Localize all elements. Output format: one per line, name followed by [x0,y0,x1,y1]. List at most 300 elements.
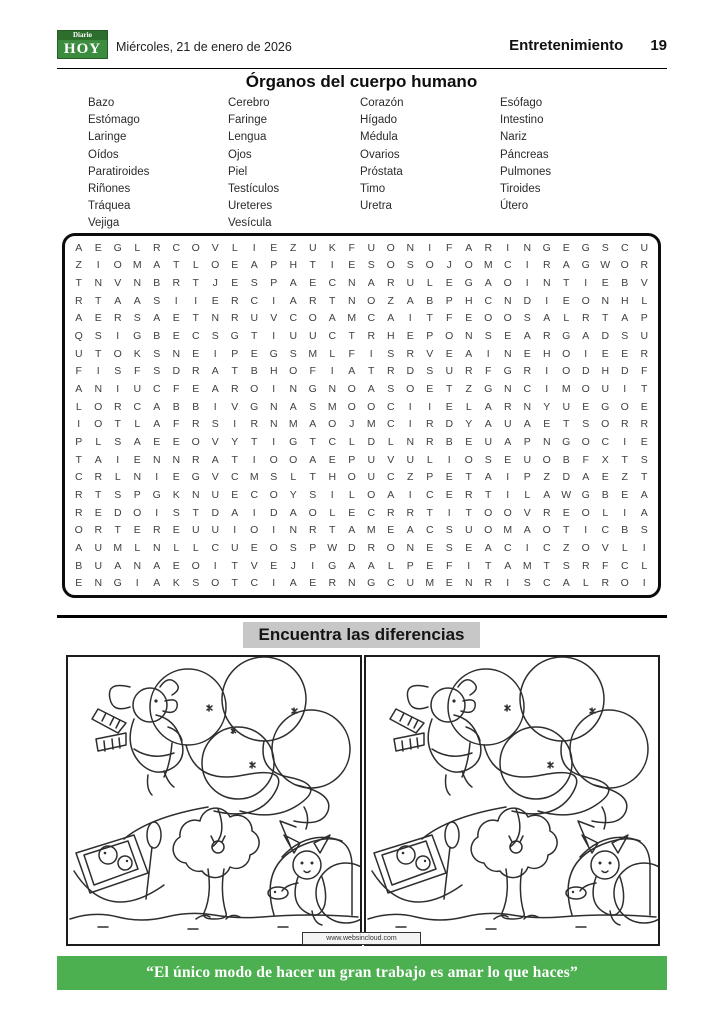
grid-letter: S [562,559,570,572]
grid-letter: D [172,365,181,378]
grid-letter: I [623,435,627,448]
grid-letter: O [562,347,571,360]
grid-letter: S [367,259,375,272]
grid-letter: M [425,577,435,590]
grid-letter: A [114,294,122,307]
grid-letter: N [269,400,278,413]
grid-letter: Y [289,488,297,501]
grid-letter: E [172,330,180,343]
grid-letter: A [582,330,590,343]
word-item: Pulmones [500,165,552,178]
grid-letter: B [75,559,83,572]
grid-letter: K [328,241,336,254]
grid-letter: N [503,383,512,396]
grid-letter: H [620,294,629,307]
grid-letter: C [367,506,376,519]
grid-letter: A [328,312,336,325]
grid-letter: G [113,241,122,254]
wordsearch-title: Órganos del cuerpo humano [245,72,478,91]
differences-heading [0,622,723,648]
grid-letter: R [191,365,200,378]
grid-letter: E [445,488,453,501]
grid-letter: Z [407,471,414,484]
grid-letter: T [485,559,492,572]
grid-letter: U [367,453,376,466]
grid-letter: U [464,524,473,537]
grid-letter: R [425,435,434,448]
grid-letter: I [174,294,178,307]
grid-letter: V [231,400,239,413]
grid-letter: I [584,524,588,537]
grid-letter: C [386,418,395,431]
grid-letter: N [601,294,610,307]
grid-letter: R [250,418,259,431]
grid-letter: L [621,541,628,554]
word-item: Ojos [228,148,252,161]
grid-letter: U [308,330,317,343]
grid-letter: G [562,330,571,343]
edition-date: Miércoles, 21 de enero de 2026 [116,40,292,54]
grid-letter: A [211,453,219,466]
grid-letter: R [484,577,493,590]
grid-letter: D [620,365,629,378]
grid-letter: I [233,418,237,431]
grid-letter: E [621,347,629,360]
grid-letter: G [581,259,590,272]
grid-letter: I [116,453,120,466]
word-column-3 [360,95,500,233]
grid-letter: I [369,347,373,360]
grid-letter: A [387,488,395,501]
grid-letter: O [250,383,259,396]
grid-letter: N [542,277,551,290]
grid-letter: R [94,471,103,484]
grid-letter: T [114,524,121,537]
grid-letter: X [601,453,609,466]
grid-letter: O [211,577,220,590]
grid-letter: O [308,312,317,325]
grid-letter: M [366,418,376,431]
grid-letter: R [367,541,376,554]
grid-letter: I [155,471,159,484]
grid-letter: C [425,524,434,537]
grid-letter: I [96,259,100,272]
grid-letter: A [153,400,161,413]
grid-letter: S [153,294,161,307]
grid-letter: T [465,506,472,519]
grid-letter: R [581,312,590,325]
grid-letter: T [95,294,102,307]
grid-letter: Y [465,418,473,431]
word-column-4 [500,95,630,233]
grid-letter: O [386,259,395,272]
grid-letter: O [367,294,376,307]
grid-letter: N [328,383,337,396]
grid-letter: N [523,400,532,413]
grid-letter: G [581,241,590,254]
grid-letter: W [561,488,572,501]
grid-letter: L [329,506,336,519]
grid-letter: E [640,435,648,448]
grid-letter: S [523,312,531,325]
grid-letter: E [465,541,473,554]
grid-letter: L [582,577,589,590]
grid-letter: I [525,259,529,272]
grid-letter: T [368,365,375,378]
grid-letter: V [387,453,395,466]
word-item: Útero [500,200,529,213]
grid-letter: U [367,241,376,254]
grid-letter: R [425,418,434,431]
quote-text: “El único modo de hacer un gran trabajo es amar lo que haces” [146,964,578,981]
grid-letter: P [523,471,531,484]
grid-letter: U [94,559,103,572]
grid-letter: D [523,294,532,307]
grid-letter: O [269,541,278,554]
word-item: Paratiroides [88,165,150,178]
grid-letter: S [523,577,531,590]
grid-letter: K [133,347,141,360]
grid-letter: M [249,471,259,484]
grid-letter: O [191,559,200,572]
grid-letter: H [601,365,610,378]
grid-letter: V [250,559,258,572]
grid-letter: O [289,365,298,378]
grid-letter: N [347,277,356,290]
grid-letter: I [213,559,217,572]
grid-letter: A [543,488,551,501]
grid-letter: L [290,471,297,484]
grid-letter: O [562,365,571,378]
grid-letter: A [250,259,258,272]
grid-letter: A [153,259,161,272]
grid-letter: T [641,471,648,484]
grid-letter: E [133,453,141,466]
grid-letter: G [542,241,551,254]
grid-letter: P [406,559,414,572]
word-item: Páncreas [500,148,549,161]
grid-letter: A [153,577,161,590]
grid-letter: G [289,435,298,448]
grid-letter: I [408,488,412,501]
grid-letter: U [406,453,415,466]
grid-letter: I [77,418,81,431]
grid-letter: O [347,383,356,396]
grid-letter: A [94,453,102,466]
grid-letter: R [230,312,239,325]
grid-letter: K [172,577,180,590]
grid-letter: E [172,524,180,537]
grid-letter: C [133,400,142,413]
grid-letter: E [504,453,512,466]
grid-letter: R [113,400,122,413]
grid-letter: I [447,506,451,519]
grid-letter: O [74,524,83,537]
word-item: Ureteres [228,200,273,213]
grid-letter: E [348,506,356,519]
word-item: Corazón [360,97,404,109]
grid-letter: I [467,559,471,572]
grid-letter: F [348,347,355,360]
grid-letter: N [269,418,278,431]
grid-letter: L [387,435,394,448]
grid-letter: S [153,365,161,378]
grid-letter: A [114,559,122,572]
grid-letter: S [211,418,219,431]
grid-letter: R [620,418,629,431]
grid-letter: T [348,330,355,343]
watermark: www.websincloud.com [302,932,421,945]
grid-letter: N [289,524,298,537]
grid-letter: L [114,471,121,484]
grid-letter: I [272,577,276,590]
grid-letter: N [94,277,103,290]
grid-letter: S [153,347,161,360]
grid-letter: E [94,241,102,254]
grid-letter: E [250,541,258,554]
grid-letter: J [212,277,218,290]
grid-letter: C [601,435,610,448]
grid-letter: I [272,294,276,307]
grid-letter: R [386,506,395,519]
grid-letter: E [523,347,531,360]
grid-letter: E [504,330,512,343]
grid-letter: A [153,418,161,431]
grid-letter: E [75,577,83,590]
grid-letter: S [601,241,609,254]
grid-letter: P [640,312,648,325]
grid-letter: R [581,559,590,572]
grid-letter: N [133,277,142,290]
grid-letter: P [75,435,83,448]
grid-letter: I [408,400,412,413]
grid-letter: T [641,383,648,396]
grid-letter: R [191,453,200,466]
grid-letter: G [367,577,376,590]
grid-letter: M [503,524,513,537]
grid-letter: B [153,330,161,343]
grid-letter: L [524,488,531,501]
grid-letter: S [94,330,102,343]
grid-letter: D [269,506,278,519]
grid-letter: J [349,418,355,431]
grid-letter: P [348,453,356,466]
grid-letter: C [620,559,629,572]
grid-letter: V [640,277,648,290]
grid-letter: O [620,577,629,590]
grid-letter: T [231,453,238,466]
grid-letter: T [621,453,628,466]
grid-letter: N [503,347,512,360]
grid-letter: U [640,330,649,343]
grid-letter: L [192,541,199,554]
grid-letter: G [250,400,259,413]
grid-letter: N [542,435,551,448]
grid-letter: Z [387,294,394,307]
grid-letter: N [172,347,181,360]
grid-letter: T [192,506,199,519]
grid-letter: E [172,312,180,325]
grid-letter: O [503,312,512,325]
grid-letter: V [211,241,219,254]
grid-letter: U [230,541,239,554]
grid-letter: L [426,453,433,466]
grid-letter: S [289,541,297,554]
grid-letter: I [506,488,510,501]
grid-letter: I [272,330,276,343]
grid-letter: M [113,541,123,554]
grid-letter: E [465,312,473,325]
word-item: Riñones [88,183,131,196]
grid-letter: A [309,453,317,466]
grid-letter: N [406,541,415,554]
grid-letter: E [94,312,102,325]
grid-letter: O [94,400,103,413]
grid-letter: R [308,294,317,307]
grid-letter: A [523,330,531,343]
grid-letter: U [640,241,649,254]
grid-letter: S [133,312,141,325]
grid-letter: F [641,365,648,378]
grid-letter: L [465,400,472,413]
grid-letter: T [75,453,82,466]
grid-letter: T [192,312,199,325]
grid-letter: O [425,259,434,272]
grid-letter: O [542,453,551,466]
word-item: Ovarios [360,148,400,161]
grid-letter: E [562,294,570,307]
grid-letter: E [231,277,239,290]
grid-letter: U [406,577,415,590]
grid-letter: T [251,330,258,343]
grid-letter: F [348,241,355,254]
grid-letter: S [445,524,453,537]
grid-letter: I [506,241,510,254]
grid-letter: A [367,383,375,396]
grid-letter: J [446,259,452,272]
grid-letter: C [328,277,337,290]
grid-letter: C [328,435,337,448]
grid-letter: N [464,577,473,590]
grid-letter: N [152,541,161,554]
grid-letter: C [386,400,395,413]
grid-letter: T [329,294,336,307]
grid-letter: R [191,418,200,431]
word-item: Médula [360,131,398,144]
grid-letter: O [308,506,317,519]
grid-letter: R [503,400,512,413]
word-item: Faringe [228,114,267,127]
grid-letter: M [327,400,337,413]
grid-letter: E [231,488,239,501]
grid-letter: I [642,577,646,590]
grid-letter: E [172,435,180,448]
grid-letter: S [640,453,648,466]
grid-letter: N [406,241,415,254]
grid-letter: T [95,488,102,501]
grid-letter: D [445,418,454,431]
grid-letter: A [406,524,414,537]
grid-letter: S [309,400,317,413]
grid-letter: O [484,506,493,519]
grid-letter: E [445,400,453,413]
grid-letter: T [563,524,570,537]
grid-letter: O [581,294,590,307]
grid-letter: C [230,471,239,484]
grid-letter: V [114,277,122,290]
grid-letter: U [562,400,571,413]
grid-letter: A [484,541,492,554]
grid-letter: D [113,506,122,519]
grid-letter: R [464,365,473,378]
grid-letter: R [230,383,239,396]
grid-letter: L [602,506,609,519]
grid-letter: I [116,330,120,343]
grid-letter: E [426,383,434,396]
grid-letter: E [250,347,258,360]
grid-letter: D [581,365,590,378]
grid-letter: E [94,506,102,519]
grid-letter: A [543,312,551,325]
logo-diario-label: Diario [58,31,107,40]
grid-letter: E [582,400,590,413]
grid-letter: F [75,365,82,378]
grid-letter: O [464,259,473,272]
word-item: Bazo [88,97,115,109]
grid-letter: R [640,259,649,272]
grid-letter: H [542,347,551,360]
word-item: Piel [228,165,248,178]
grid-letter: I [408,418,412,431]
grid-letter: H [386,330,395,343]
grid-letter: I [408,312,412,325]
grid-letter: H [289,259,298,272]
grid-letter: E [445,347,453,360]
grid-letter: F [446,559,453,572]
word-item: Vejiga [88,217,120,230]
grid-letter: L [348,488,355,501]
grid-letter: O [211,259,220,272]
grid-letter: O [269,453,278,466]
word-item: Laringe [88,131,127,144]
grid-letter: C [328,330,337,343]
grid-letter: U [367,471,376,484]
grid-letter: I [623,506,627,519]
grid-letter: H [464,294,473,307]
grid-letter: R [406,506,415,519]
grid-letter: E [601,471,609,484]
grid-letter: B [562,453,570,466]
grid-letter: A [504,559,512,572]
grid-letter: O [347,400,356,413]
grid-letter: C [503,259,512,272]
grid-letter: B [172,400,180,413]
word-column-2 [228,95,360,233]
grid-letter: O [269,488,278,501]
grid-letter: H [328,471,337,484]
grid-letter: T [231,577,238,590]
grid-letter: I [233,524,237,537]
grid-letter: E [192,383,200,396]
grid-letter: R [640,418,649,431]
grid-letter: R [152,524,161,537]
grid-letter: T [485,488,492,501]
grid-letter: M [347,312,357,325]
grid-letter: O [191,435,200,448]
difference-panel-right [364,655,660,946]
grid-letter: S [114,435,122,448]
grid-letter: A [289,506,297,519]
